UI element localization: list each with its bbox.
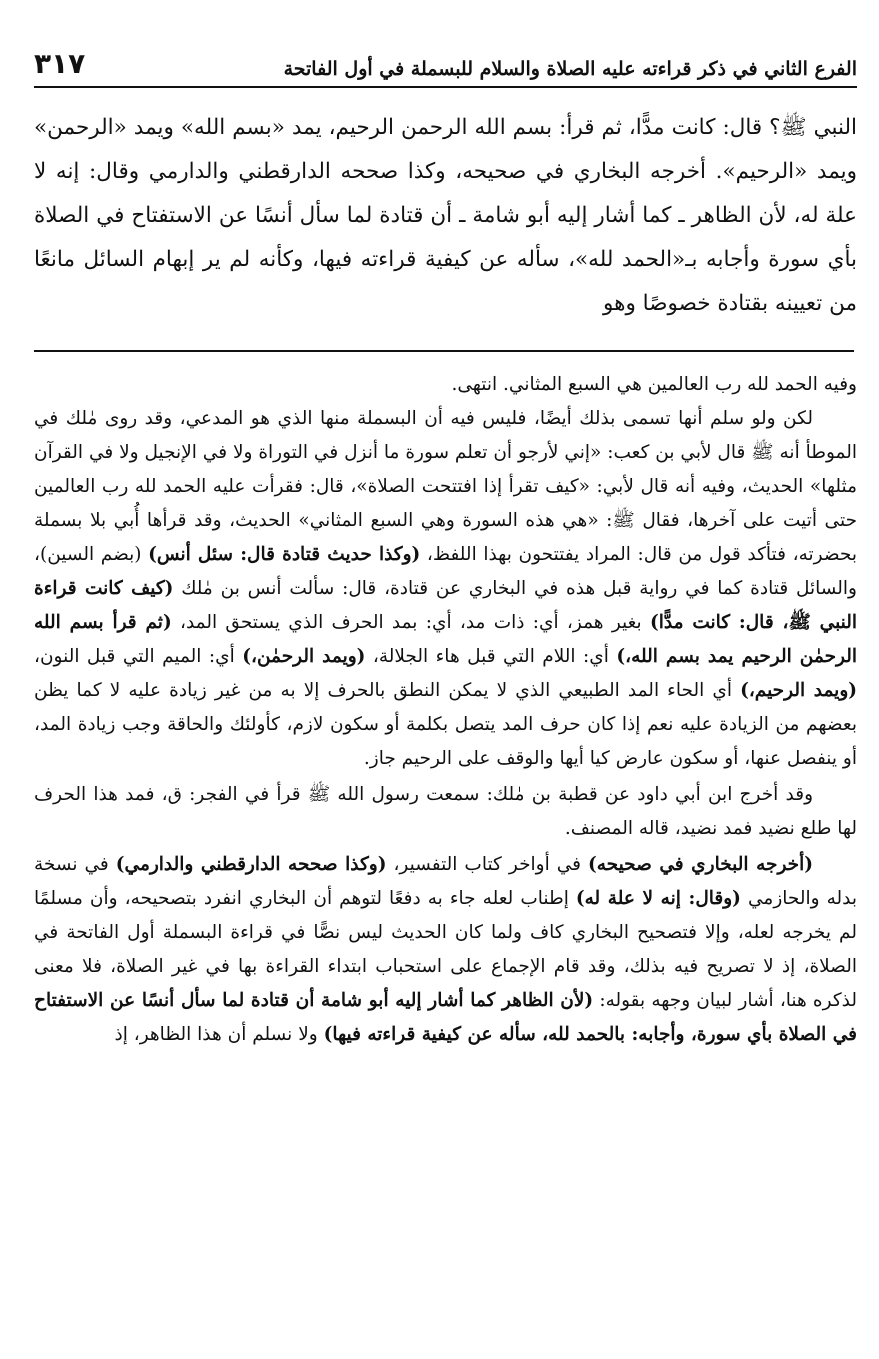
quoted-matn-segment: (لأن الظاهر كما أشار إليه أبو شامة أن قتادة لما سأل أنسًا عن الاستفتاح في الصلاة بأي سورة، وأجابه: بالحمد لله، سأله عن كيفية قراءته فيها) bbox=[34, 990, 857, 1045]
main-text: النبي ﷺ؟ قال: كانت مدًّا، ثم قرأ: بسم الله الرحمن الرحيم، يمد «بسم الله» ويمد «الرحمن» ويمد «الرحيم». أخرجه البخاري في صحيحه، وكذا صححه الدارقطني والدارمي وقال: إنه لا علة له، لأن الظاهر ـ كما أشار إليه أبو شامة ـ أن قتادة لما سأل أنسًا عن الاستفتاح في الصلاة بأي سورة وأجابه بـ«الحمد لله»، سأله عن كيفية قراءته فيها، وكأنه لم ير إبهام السائل مانعًا من تعيينه بقتادة خصوصًا وهو bbox=[34, 115, 857, 316]
commentary-segment: بغير همز، أي: ذات مد، أي: بمد الحرف الذي يستحق المد، bbox=[171, 612, 650, 633]
quoted-matn-segment: (ويمد الرحيم،) bbox=[740, 680, 857, 701]
commentary-segment: (بضم السين)، والسائل قتادة كما في رواية قبل هذه في البخاري عن قتادة، قال: سألت أنس بن مٰلك bbox=[34, 544, 857, 599]
commentary-segment: إطناب لعله جاء به دفعًا لتوهم أن البخاري انفرد بتصحيحه، وأن مسلمًا لم يخرجه لعله، وإلا فتصحيح البخاري كاف ولما كان الحديث ليس نصًّا في قراءة البسملة أول الفاتحة في الصلاة، إذ لا تصريح فيه بذلك، وقد قام الإجماع على استحباب ابتداء القراءة بها في غير الصلاة، فلا معنى لذكره هنا، أشار لبيان وجهه بقوله: bbox=[34, 888, 857, 1011]
commentary-segment: ولا نسلم أن هذا الظاهر، إذ bbox=[114, 1024, 324, 1045]
commentary-segment: أي الحاء المد الطبيعي الذي لا يمكن النطق بالحرف إلا به من غير زيادة عليه لا كما يظن بعضهم من الزيادة عليه نعم إذا كان حرف المد يتصل بكلمة أو سكون لازم، كأولئك والحاقة وجب زيادة المد، أو ينفصل عنها، أو سكون عارض كيا أيها والوقف على الرحيم جاز. bbox=[34, 680, 857, 769]
commentary bbox=[34, 368, 857, 1328]
quoted-matn-segment: (كيف كانت قراءة النبي ﷺ، قال: كانت مدًّا) bbox=[34, 578, 857, 633]
quoted-matn-segment: (أخرجه البخاري في صحيحه) bbox=[587, 854, 813, 875]
quoted-matn-segment: (وقال: إنه لا علة له) bbox=[575, 888, 741, 909]
quoted-matn-segment: (وكذا حديث قتادة قال: سئل أنس) bbox=[148, 544, 421, 565]
commentary-paragraph-1: وفيه الحمد لله رب العالمين هي السبع المثاني. انتهى. bbox=[451, 374, 857, 395]
quoted-matn-segment: (وكذا صححه الدارقطني والدارمي) bbox=[115, 854, 387, 875]
commentary-segment: أي: الميم التي قبل النون، bbox=[34, 646, 243, 667]
page-header bbox=[34, 44, 857, 88]
quoted-matn-segment: (ثم قرأ بسم الله الرحمٰن الرحيم يمد بسم الله،) bbox=[34, 612, 857, 667]
running-title: الفرع الثاني في ذكر قراءته عليه الصلاة والسلام للبسملة في أول الفاتحة bbox=[283, 58, 857, 80]
footnote-divider bbox=[34, 350, 854, 352]
commentary-paragraph-4 bbox=[34, 848, 857, 1052]
commentary-segment: لكن ولو سلم أنها تسمى بذلك أيضًا، فليس فيه أن البسملة منها الذي هو المدعي، وقد روى مٰلك في الموطأ أنه ﷺ قال لأبي بن كعب: «إني لأرجو أن تعلم سورة ما أنزل في التوراة ولا في الإنجيل ولا في القرآن مثلها» الحديث، وفيه أنه قال لأبي: «كيف تقرأ إذا افتتحت الصلاة»، قال: فقرأت عليه الحمد لله رب العالمين حتى أتيت على آخرها، فقال ﷺ: «هي هذه السورة وهي السبع المثاني» الحديث، وقد قرأها أُبي بلا بسملة بحضرته، فتأكد قول من قال: المراد يفتتحون بهذا اللفظ، bbox=[34, 408, 857, 565]
page-number: ٣١٧ bbox=[34, 47, 86, 80]
commentary-segment: أي: اللام التي قبل هاء الجلالة، bbox=[365, 646, 617, 667]
commentary-paragraph-3: وقد أخرج ابن أبي داود عن قطبة بن مٰلك: سمعت رسول الله ﷺ قرأ في الفجر: ق، فمد هذا الحرف لها طلع نضيد فمد نضيد، قاله المصنف. bbox=[34, 784, 857, 839]
commentary-paragraph-2 bbox=[34, 402, 857, 776]
commentary-segment: في نسخة بدله والحازمي bbox=[34, 854, 857, 909]
commentary-segment: في أواخر كتاب التفسير، bbox=[386, 854, 588, 875]
quoted-matn-segment: (ويمد الرحمٰن،) bbox=[242, 646, 366, 667]
